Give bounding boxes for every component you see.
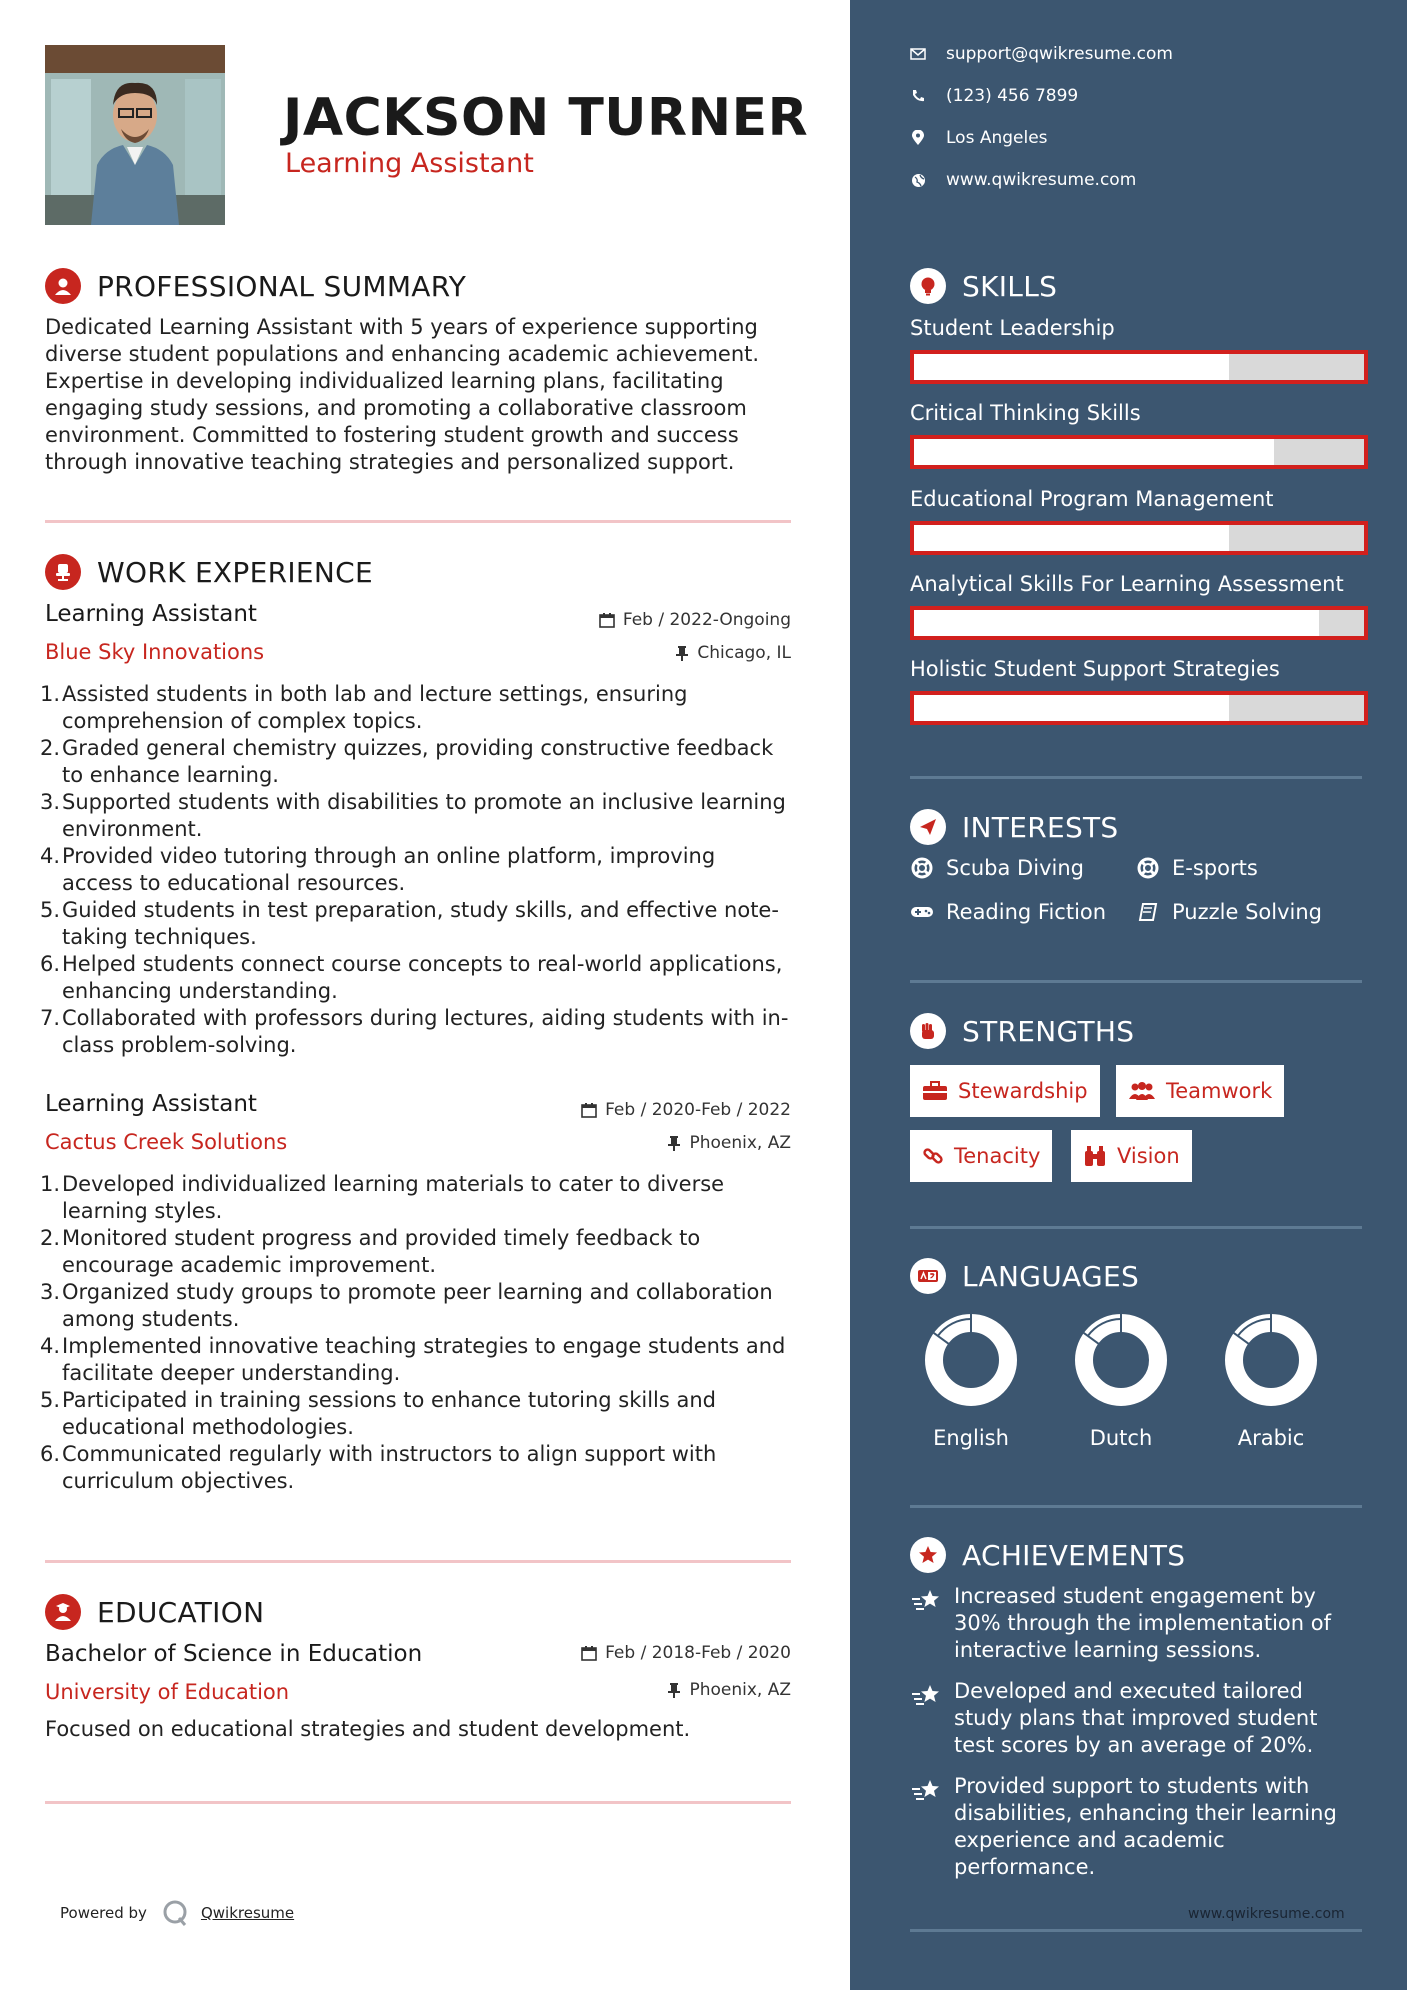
strength-badge: [910, 1065, 1100, 1117]
job-location: [675, 643, 791, 663]
summary-text: Dedicated Learning Assistant with 5 years of experience supporting diverse student populations and enhancing academic achievement. Expertise in developing individualized learning plans, facilitating engaging study sessions, and promoting a collaborative classroom environment. Committed to fostering student growth and success through innovative teaching strategies and personalized support.: [45, 315, 760, 474]
language-item: [1211, 1310, 1331, 1450]
qwikresume-logo-icon: [161, 1898, 191, 1928]
skill-label: Critical Thinking Skills: [910, 401, 1141, 425]
graduate-icon: [45, 1594, 81, 1630]
education-dates-text: Feb / 2018-Feb / 2020: [605, 1643, 791, 1663]
list-item: 5. Guided students in test preparation, study skills, and effective note- taking techniques.: [40, 898, 779, 949]
list-item: 1. Assisted students in both lab and lecture settings, ensuring comprehension of complex topics.: [40, 682, 688, 733]
divider: [910, 1226, 1362, 1229]
contact-website-text: www.qwikresume.com: [946, 170, 1137, 190]
divider: [45, 520, 791, 523]
experience-title: WORK EXPERIENCE: [97, 555, 373, 589]
interests-heading: [910, 809, 1119, 845]
divider: [910, 980, 1362, 983]
contact-email-text: support@qwikresume.com: [946, 44, 1173, 64]
divider: [45, 1801, 791, 1804]
experience-heading: [45, 554, 373, 590]
sidebar: [850, 0, 1407, 1990]
education-dates: [581, 1643, 791, 1663]
education-location: [667, 1680, 791, 1700]
link-icon: [922, 1145, 944, 1167]
skill-bar: [910, 435, 1368, 469]
job-dates: [581, 1100, 791, 1120]
translate-icon: [910, 1258, 946, 1294]
summary-heading: [45, 268, 466, 304]
calendar-icon: [599, 612, 615, 628]
skill-bar: [910, 606, 1368, 640]
contact-location-text: Los Angeles: [946, 128, 1048, 148]
language-label: English: [933, 1426, 1009, 1450]
shooting-star-icon: [910, 1583, 944, 1664]
job-bullets: [40, 1171, 800, 1495]
job-title: Learning Assistant: [45, 601, 257, 627]
strength-label: Teamwork: [1166, 1079, 1273, 1103]
strength-label: Vision: [1117, 1144, 1180, 1168]
school: University of Education: [45, 1680, 290, 1704]
job-location: [667, 1133, 791, 1153]
user-icon: [45, 268, 81, 304]
lightbulb-icon: [910, 268, 946, 304]
pin-icon: [667, 1682, 681, 1698]
language-item: [1061, 1310, 1181, 1450]
achievement-item: Developed and executed tailored study plans that improved student test scores by an average of 20%.: [910, 1678, 1350, 1759]
list-item: 3. Organized study groups to promote peer learning and collaboration among students.: [40, 1280, 773, 1331]
skill-fill: [914, 439, 1274, 465]
skill-label: Student Leadership: [910, 316, 1115, 340]
candidate-name: JACKSON TURNER: [283, 88, 809, 148]
paper-plane-icon: [910, 809, 946, 845]
powered-by: [60, 1898, 294, 1928]
achievement-item: Provided support to students with disabilities, enhancing their learning experience and academic performance.: [910, 1773, 1350, 1881]
pin-icon: [667, 1135, 681, 1151]
strengths-title: STRENGTHS: [962, 1014, 1135, 1048]
skill-bar: [910, 691, 1368, 725]
book-icon: [1136, 900, 1160, 924]
shooting-star-icon: [910, 1773, 944, 1881]
skill-bar: [910, 521, 1368, 555]
skill-bar: [910, 350, 1368, 384]
contact-phone-text: (123) 456 7899: [946, 86, 1079, 106]
job-location-text: Chicago, IL: [697, 643, 791, 663]
education-description: Focused on educational strategies and student development.: [45, 1717, 691, 1741]
skill-label: Analytical Skills For Learning Assessment: [910, 572, 1344, 596]
skill-fill: [914, 525, 1229, 551]
office-chair-icon: [45, 554, 81, 590]
life-ring-icon: [1136, 856, 1160, 880]
divider: [45, 1560, 791, 1563]
education-location-text: Phoenix, AZ: [689, 1680, 791, 1700]
interest-label: Scuba Diving: [946, 856, 1084, 880]
briefcase-icon: [922, 1081, 948, 1101]
job-company: Blue Sky Innovations: [45, 640, 265, 664]
strength-label: Stewardship: [958, 1079, 1088, 1103]
degree: Bachelor of Science in Education: [45, 1641, 423, 1667]
strength-badge: [910, 1130, 1052, 1182]
strength-badge: [1116, 1065, 1284, 1117]
brand-link[interactable]: Qwikresume: [200, 1904, 295, 1922]
contact-phone[interactable]: [910, 86, 1078, 106]
powered-by-label: Powered by: [60, 1904, 147, 1922]
achievement-item: Increased student engagement by 30% through the implementation of interactive learning sessions.: [910, 1583, 1350, 1664]
list-item: 4. Provided video tutoring through an online platform, improving access to educational resources.: [40, 844, 716, 895]
list-item: 5. Participated in training sessions to enhance tutoring skills and educational methodologies.: [40, 1388, 716, 1439]
fist-icon: [910, 1013, 946, 1049]
language-item: [911, 1310, 1031, 1450]
job-dates-text: Feb / 2022-Ongoing: [622, 610, 791, 630]
job-dates: [599, 610, 791, 630]
strength-badge: [1071, 1130, 1192, 1182]
interest-label: Reading Fiction: [946, 900, 1107, 924]
skill-fill: [914, 354, 1229, 380]
divider: [910, 776, 1362, 779]
profile-photo: [45, 45, 225, 225]
language-ring: [1071, 1310, 1171, 1410]
users-icon: [1128, 1081, 1156, 1101]
divider: [910, 1505, 1362, 1508]
binoculars-icon: [1083, 1145, 1107, 1167]
education-heading: [45, 1594, 264, 1630]
calendar-icon: [581, 1102, 597, 1118]
gamepad-icon: [910, 900, 934, 924]
interest-label: E-sports: [1172, 856, 1258, 880]
envelope-icon: [910, 46, 926, 62]
language-ring: [1221, 1310, 1321, 1410]
contact-email[interactable]: [910, 44, 1173, 64]
language-label: Arabic: [1237, 1426, 1305, 1450]
shooting-star-icon: [910, 1678, 944, 1759]
skill-label: Holistic Student Support Strategies: [910, 657, 1280, 681]
strengths-heading: [910, 1013, 1134, 1049]
divider: [910, 1929, 1362, 1932]
globe-icon: [910, 172, 926, 188]
job-bullets: [40, 681, 800, 1059]
skills-heading: [910, 268, 1057, 304]
calendar-icon: [581, 1645, 597, 1661]
language-label: Dutch: [1089, 1426, 1153, 1450]
candidate-title: Learning Assistant: [285, 148, 534, 179]
interest-item: [910, 856, 1084, 880]
interest-item: [1136, 900, 1322, 924]
job-title: Learning Assistant: [45, 1091, 257, 1117]
pin-icon: [675, 645, 689, 661]
phone-icon: [910, 88, 926, 104]
list-item: 4. Implemented innovative teaching strategies to engage students and facilitate deeper understanding.: [40, 1334, 786, 1385]
list-item: 6. Helped students connect course concepts to real-world applications, enhancing understanding.: [40, 952, 783, 1003]
strength-label: Tenacity: [954, 1144, 1041, 1168]
skill-fill: [914, 695, 1229, 721]
contact-location: [910, 128, 1048, 148]
contact-website[interactable]: [910, 170, 1136, 190]
skill-fill: [914, 610, 1319, 636]
star-badge-icon: [910, 1537, 946, 1573]
skill-label: Educational Program Management: [910, 487, 1274, 511]
interest-item: [1136, 856, 1258, 880]
list-item: 7. Collaborated with professors during lectures, aiding students with in- class problem-solving.: [40, 1006, 789, 1057]
list-item: 6. Communicated regularly with instructors to align support with curriculum objectives.: [40, 1442, 717, 1493]
list-item: 3. Supported students with disabilities to promote an inclusive learning environment.: [40, 790, 786, 841]
map-marker-icon: [910, 130, 926, 146]
life-ring-icon: [910, 856, 934, 880]
language-ring: [921, 1310, 1021, 1410]
skills-title: SKILLS: [962, 269, 1058, 303]
list-item: 1. Developed individualized learning materials to cater to diverse learning styles.: [40, 1172, 725, 1223]
languages-title: LANGUAGES: [962, 1259, 1140, 1293]
summary-title: PROFESSIONAL SUMMARY: [97, 269, 467, 303]
footer-website[interactable]: www.qwikresume.com: [1188, 1906, 1345, 1922]
list-item: 2. Monitored student progress and provided timely feedback to encourage academic improvement.: [40, 1226, 701, 1277]
job-location-text: Phoenix, AZ: [689, 1133, 791, 1153]
list-item: 2. Graded general chemistry quizzes, providing constructive feedback to enhance learning.: [40, 736, 774, 787]
interest-item: [910, 900, 1106, 924]
achievements-title: ACHIEVEMENTS: [962, 1538, 1186, 1572]
achievements-heading: [910, 1537, 1185, 1573]
interests-title: INTERESTS: [962, 810, 1119, 844]
job-company: Cactus Creek Solutions: [45, 1130, 288, 1154]
education-title: EDUCATION: [97, 1595, 265, 1629]
interest-label: Puzzle Solving: [1172, 900, 1322, 924]
languages-heading: [910, 1258, 1139, 1294]
job-dates-text: Feb / 2020-Feb / 2022: [605, 1100, 791, 1120]
